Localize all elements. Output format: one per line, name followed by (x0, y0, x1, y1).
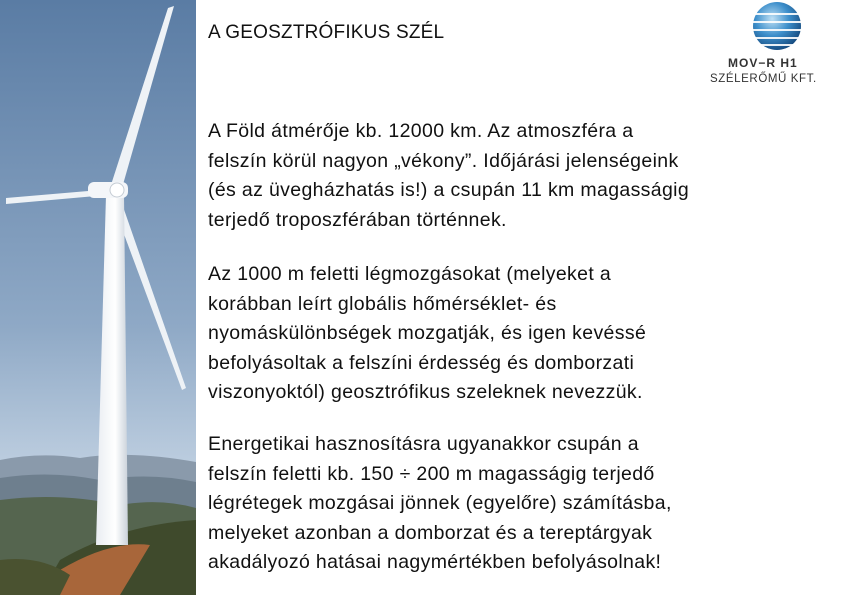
paragraph-2 (208, 260, 838, 408)
text-line: (és az üvegházhatás is!) a csupán 11 km magasságig (208, 179, 690, 201)
text-line: viszonyoktól) geosztrófikus szeleknek nevezzük. (208, 381, 643, 403)
text-line: melyeket azonban a domborzat és a tereptárgyak (208, 521, 653, 544)
logo-line-2: SZÉLERŐMŰ KFT. (710, 73, 817, 85)
text-line: felszín körül nagyon „vékony”. Időjárási jelenségeink (208, 149, 679, 172)
paragraph-1 (208, 117, 838, 235)
text-line: Az 1000 m feletti légmozgásokat (melyeket a (208, 263, 612, 285)
logo-line-1: MOV−R H1 (728, 56, 798, 70)
text-line: korábban leírt globális hőmérséklet- és (208, 292, 557, 315)
text-line: A Föld átmérője kb. 12000 km. Az atmoszféra a (208, 120, 634, 142)
text-line: légrétegek mozgásai jönnek (egyelőre) számításba, (208, 492, 672, 514)
text-line: nyomáskülönbségek mozgatják, és igen kevéssé (208, 322, 647, 344)
wind-turbine-photo (0, 0, 196, 595)
globe-icon (751, 0, 803, 57)
page-title: A GEOSZTRÓFIKUS SZÉL (208, 22, 445, 43)
text-line: Energetikai hasznosításra ugyanakkor csupán a (208, 433, 639, 455)
company-logo (706, 0, 842, 90)
text-line: akadályozó hatásai nagymértékben befolyásolnak! (208, 551, 662, 573)
text-line: befolyásoltak a felszíni érdesség és domborzati (208, 351, 635, 374)
text-line: felszín feletti kb. 150 ÷ 200 m magasságig terjedő (208, 462, 655, 485)
text-line: terjedő troposzférában történnek. (208, 208, 507, 231)
paragraph-3 (208, 430, 838, 578)
